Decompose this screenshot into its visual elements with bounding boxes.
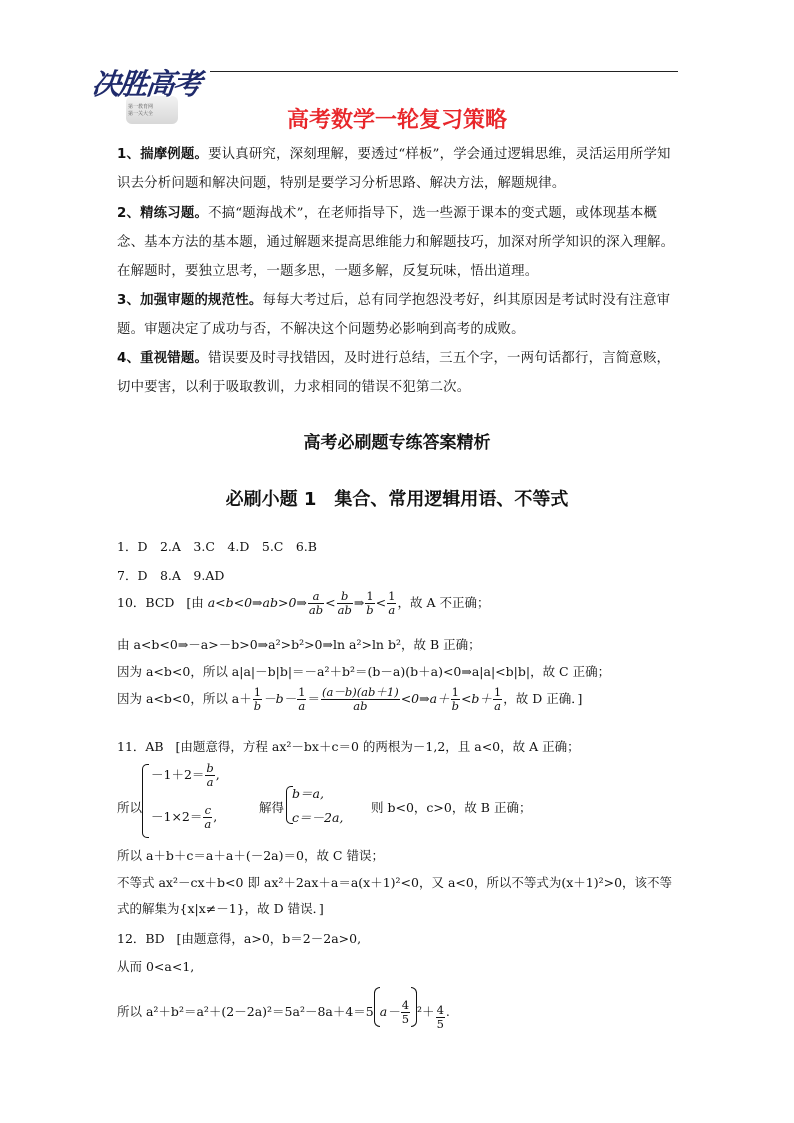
- frac-num: b: [337, 590, 353, 604]
- frac-den: a: [494, 699, 502, 713]
- frac-num: c: [204, 803, 212, 817]
- q10-label: 10．BCD: [117, 595, 175, 610]
- frac-num: 1: [298, 685, 306, 699]
- right-paren: [411, 987, 417, 1027]
- frac-den: b: [253, 699, 262, 713]
- frac-1-b: [253, 686, 262, 713]
- frac-num: 1: [253, 685, 262, 699]
- q10-line-4: [117, 686, 582, 713]
- frac-l4: [321, 686, 400, 713]
- comma: ,: [215, 767, 220, 782]
- section-title: 高考必刷题专练答案精析: [303, 433, 491, 453]
- implies-sign: ⇒: [353, 595, 365, 610]
- frac-c-a: [203, 804, 212, 831]
- strategy-4-head: 4、重视错题。: [117, 351, 209, 366]
- frac-b-a: [205, 762, 214, 789]
- lt-sign: <: [375, 595, 387, 610]
- q10-line-3: 因为 a<b<0，所以 a|a|－b|b|＝－a²＋b²＝(b－a)(b＋a)<0⇒a|a|<b|b|，故 C 正确；: [117, 664, 611, 679]
- strategy-3-body: 每每大考过后，总有同学抱怨没考好，纠其原因是考试时没有注意审题。审题决定了成功与否，不解决这个问题势必影响到高考的成败。: [117, 293, 671, 337]
- strategy-1: [117, 140, 677, 198]
- q11-solve-pre: 解得: [259, 800, 285, 815]
- doc-title: 高考数学一轮复习策略: [286, 108, 507, 133]
- q11-line-1: [117, 737, 580, 755]
- strategy-2-head: 2、精练习题。: [117, 206, 209, 221]
- frac-1-b: [365, 590, 374, 617]
- q11-sol2-text: c＝－2a,: [292, 810, 344, 825]
- q11-line-4: 不等式 ax²－cx＋b<0 即 ax²＋2ax＋a＝a(x＋1)²<0，又 a<0，所以不等式为(x＋1)²>0，该不等: [117, 875, 673, 890]
- q10-l1-chain: a<b<0⇒ab>0⇒: [207, 595, 307, 610]
- subsection-title: 必刷小题 1 集合、常用逻辑用语、不等式: [225, 489, 569, 510]
- strategy-1-head: 1、揣摩例题。: [117, 147, 209, 162]
- q10-line-2: 由 a<b<0⇒－a>－b>0⇒a²>b²>0⇒ln a²>ln b²，故 B 正确；: [117, 637, 481, 652]
- strategy-4: [117, 344, 677, 402]
- q12-label: 12．BD: [117, 931, 165, 946]
- answer-row-2: 7．D 8.A 9.AD: [117, 568, 225, 583]
- lt-sign: <: [325, 595, 336, 610]
- frac-den: a: [388, 603, 396, 617]
- frac-den: ab: [308, 603, 324, 617]
- frac-1-b: [451, 686, 460, 713]
- left-brace: [142, 764, 149, 838]
- frac-den: b: [366, 603, 374, 617]
- answer-row-1: 1．D 2.A 3.C 4.D 5.C 6.B: [117, 539, 317, 554]
- q10-l1-pre: [由: [186, 595, 208, 610]
- frac-4-5: [436, 1004, 445, 1031]
- q11-line-5: 式的解集为{x|x≠－1}，故 D 错误．]: [117, 901, 324, 916]
- q12-l3-mid: ²＋: [417, 1004, 435, 1019]
- logo-subtitle-2: 第一关大全: [128, 111, 154, 117]
- q10-l4-bminus: －b－: [263, 691, 297, 706]
- frac-a-ab: [308, 590, 324, 617]
- q12-l1: [由题意得，a>0，b＝2－2a>0,: [176, 931, 362, 946]
- frac-den: ab: [353, 699, 368, 713]
- frac-num: 1: [451, 685, 459, 699]
- frac-num: b: [206, 761, 214, 775]
- q10-l4-post: ，故 D 正确．]: [503, 691, 583, 706]
- q11-then: 则 b<0，c>0，故 B 正确；: [371, 800, 532, 815]
- q11-label: 11．AB: [117, 739, 164, 754]
- q12-l3-pre: 所以 a²＋b²＝a²＋(2－2a)²＝5a²－8a＋4＝5: [117, 1004, 374, 1019]
- q10-l4-lt0: <0⇒a＋: [400, 691, 450, 706]
- q11-sol1: [292, 784, 324, 802]
- eq-sign: ＝: [307, 691, 320, 706]
- strategy-1-body: 要认真研究，深刻理解，要透过“样板”，学会通过逻辑思维，灵活运用所学知识去分析问题和解决问题，特别是要学习分析思路、解决方法，解题规律。: [117, 147, 671, 191]
- strategy-4-body: 错误要及时寻找错因，及时进行总结，三五个字，一两句话都行，言简意赅，切中要害，以利于吸取教训，力求相同的错误不犯第二次。: [117, 351, 671, 395]
- q10-line-1: [117, 590, 489, 617]
- strategy-2-body: 不搞“题海战术”，在老师指导下，选一些源于课本的变式题，或体现基本概念、基本方法的基本题，通过解题来提高思维能力和解题技巧，加深对所学知识的深入理解。在解题时，要独立思考，一题多思，一题多解，反复玩味，悟出道理。: [117, 206, 675, 279]
- frac-num: a: [308, 590, 324, 604]
- q12-line-1: [117, 929, 361, 947]
- frac-num: 4: [436, 1003, 444, 1017]
- frac-num: 1: [366, 589, 374, 603]
- q12-l3-end: .: [445, 1004, 450, 1019]
- frac-den: ab: [337, 603, 352, 617]
- q10-l4-pre: 因为 a<b<0，所以 a＋: [117, 691, 252, 706]
- logo-text: 决胜高考: [90, 67, 202, 101]
- logo-subtitle-1: 第一教育网: [128, 104, 154, 110]
- q12-line-3: [117, 999, 450, 1031]
- frac-den: 5: [401, 1012, 410, 1026]
- frac-den: 5: [436, 1017, 444, 1031]
- strategy-3-head: 3、加强审题的规范性。: [117, 293, 263, 308]
- q11-sys-pre: 所以: [117, 800, 143, 815]
- q11-eq1: [151, 762, 220, 789]
- frac-num: (a－b)(ab＋1): [322, 685, 399, 699]
- frac-1-a: [297, 686, 306, 713]
- frac-4-5: [401, 999, 410, 1026]
- frac-den: b: [451, 699, 459, 713]
- frac-den: a: [206, 775, 214, 789]
- header-rule: [210, 71, 678, 72]
- q11-eq2: [151, 804, 217, 831]
- frac-1-a: [493, 686, 502, 713]
- frac-den: a: [298, 699, 306, 713]
- q11-sol1-text: b＝a,: [292, 786, 324, 801]
- q11-sol2: [292, 808, 343, 826]
- q11-eq2-text: －1×2＝: [151, 809, 203, 824]
- q12-line-2: 从而 0<a<1,: [117, 959, 195, 974]
- frac-1-a: [387, 590, 396, 617]
- frac-b-ab: [337, 590, 353, 617]
- strategy-3: [117, 286, 677, 344]
- frac-num: 4: [401, 998, 410, 1012]
- q11-line-3: 所以 a＋b＋c＝a＋a＋(－2a)＝0，故 C 错误；: [117, 848, 384, 863]
- left-paren: [374, 987, 380, 1027]
- q11-l1: [由题意得，方程 ax²－bx＋c＝0 的两根为－1,2，且 a<0，故 A 正确；: [175, 739, 580, 754]
- frac-num: 1: [493, 685, 502, 699]
- strategy-2: [117, 199, 677, 286]
- frac-den: a: [204, 817, 212, 831]
- comma: ,: [213, 809, 218, 824]
- paren-group: [374, 999, 417, 1026]
- q11-eq1-text: －1＋2＝: [151, 767, 205, 782]
- frac-num: 1: [388, 589, 396, 603]
- q10-l4-ltb: <b＋: [460, 691, 492, 706]
- q10-l1-post: ，故 A 不正确；: [397, 595, 490, 610]
- a-minus: a－: [379, 1004, 400, 1019]
